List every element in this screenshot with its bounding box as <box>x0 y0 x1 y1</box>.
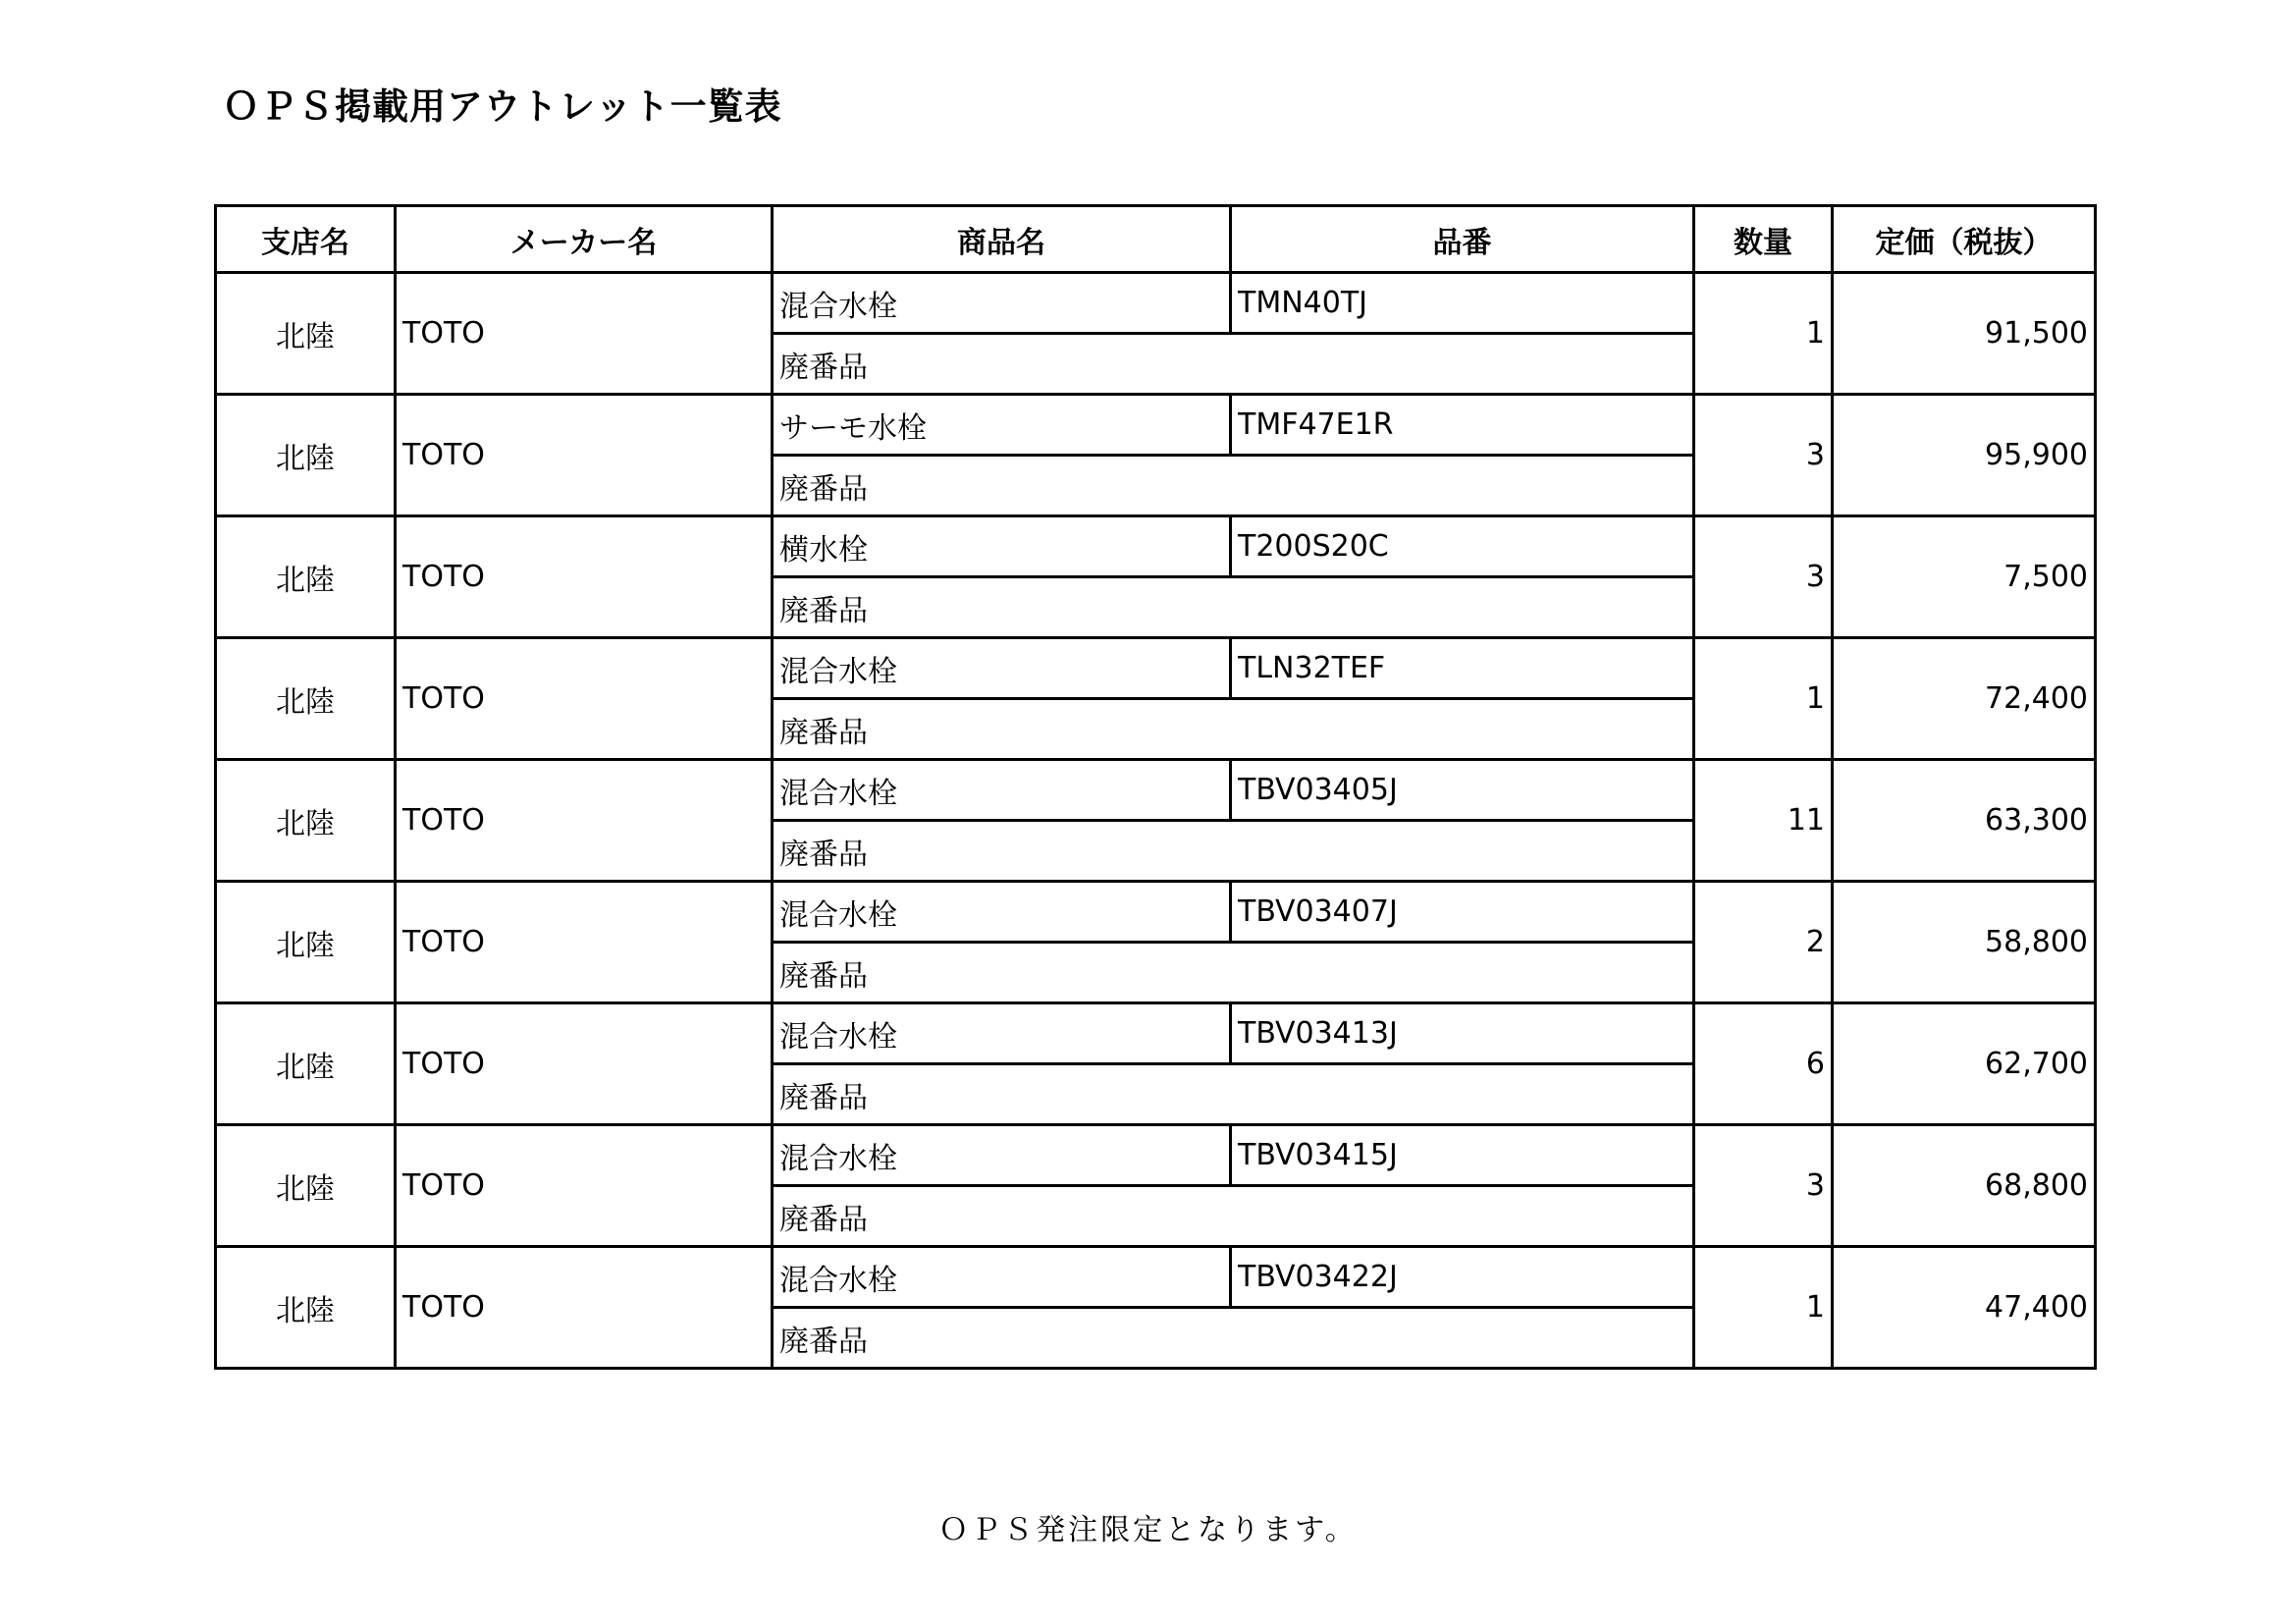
quantity-cell: 6 <box>1694 1003 1833 1125</box>
maker-cell: TOTO <box>396 1003 773 1125</box>
discontinued-note-cell: 廃番品 <box>773 699 1694 760</box>
table-row <box>216 1003 2096 1064</box>
product-name-cell: 混合水栓 <box>773 882 1231 943</box>
product-name-cell: 混合水栓 <box>773 760 1231 821</box>
header-price: 定価（税抜） <box>1833 206 2096 273</box>
branch-cell: 北陸 <box>216 760 396 882</box>
maker-cell: TOTO <box>396 1125 773 1247</box>
part-number-cell: TMF47E1R <box>1231 395 1694 456</box>
table-row <box>216 882 2096 943</box>
quantity-cell: 2 <box>1694 882 1833 1003</box>
price-cell: 63,300 <box>1833 760 2096 882</box>
header-qty: 数量 <box>1694 206 1833 273</box>
branch-cell: 北陸 <box>216 516 396 638</box>
price-cell: 68,800 <box>1833 1125 2096 1247</box>
header-product: 商品名 <box>773 206 1231 273</box>
branch-cell: 北陸 <box>216 1247 396 1369</box>
outlet-table <box>214 204 2097 1370</box>
part-number-cell: T200S20C <box>1231 516 1694 577</box>
part-number-cell: TBV03405J <box>1231 760 1694 821</box>
branch-cell: 北陸 <box>216 273 396 395</box>
discontinued-note-cell: 廃番品 <box>773 334 1694 395</box>
branch-cell: 北陸 <box>216 882 396 1003</box>
footer-note: ＯＰＳ発注限定となります。 <box>938 1513 1358 1547</box>
product-name-cell: 横水栓 <box>773 516 1231 577</box>
table-row <box>216 516 2096 577</box>
quantity-cell: 3 <box>1694 516 1833 638</box>
quantity-cell: 1 <box>1694 1247 1833 1369</box>
table-row <box>216 760 2096 821</box>
maker-cell: TOTO <box>396 273 773 395</box>
discontinued-note-cell: 廃番品 <box>773 456 1694 516</box>
maker-cell: TOTO <box>396 1247 773 1369</box>
quantity-cell: 3 <box>1694 1125 1833 1247</box>
header-maker: メーカー名 <box>396 206 773 273</box>
discontinued-note-cell: 廃番品 <box>773 1308 1694 1369</box>
table-header-row <box>216 206 2096 273</box>
table-row <box>216 1247 2096 1308</box>
product-name-cell: 混合水栓 <box>773 273 1231 334</box>
discontinued-note-cell: 廃番品 <box>773 821 1694 882</box>
price-cell: 62,700 <box>1833 1003 2096 1125</box>
discontinued-note-cell: 廃番品 <box>773 943 1694 1003</box>
maker-cell: TOTO <box>396 638 773 760</box>
discontinued-note-cell: 廃番品 <box>773 1186 1694 1247</box>
part-number-cell: TMN40TJ <box>1231 273 1694 334</box>
branch-cell: 北陸 <box>216 1003 396 1125</box>
table-row <box>216 273 2096 334</box>
table-row <box>216 395 2096 456</box>
quantity-cell: 1 <box>1694 273 1833 395</box>
product-name-cell: 混合水栓 <box>773 1125 1231 1186</box>
discontinued-note-cell: 廃番品 <box>773 577 1694 638</box>
branch-cell: 北陸 <box>216 395 396 516</box>
product-name-cell: 混合水栓 <box>773 1003 1231 1064</box>
product-name-cell: 混合水栓 <box>773 638 1231 699</box>
quantity-cell: 1 <box>1694 638 1833 760</box>
price-cell: 58,800 <box>1833 882 2096 1003</box>
table-row <box>216 1125 2096 1186</box>
header-branch: 支店名 <box>216 206 396 273</box>
price-cell: 95,900 <box>1833 395 2096 516</box>
price-cell: 47,400 <box>1833 1247 2096 1369</box>
product-name-cell: サーモ水栓 <box>773 395 1231 456</box>
maker-cell: TOTO <box>396 882 773 1003</box>
price-cell: 91,500 <box>1833 273 2096 395</box>
part-number-cell: TBV03413J <box>1231 1003 1694 1064</box>
branch-cell: 北陸 <box>216 638 396 760</box>
price-cell: 72,400 <box>1833 638 2096 760</box>
product-name-cell: 混合水栓 <box>773 1247 1231 1308</box>
maker-cell: TOTO <box>396 760 773 882</box>
part-number-cell: TBV03415J <box>1231 1125 1694 1186</box>
maker-cell: TOTO <box>396 516 773 638</box>
table-body <box>216 273 2096 1369</box>
quantity-cell: 3 <box>1694 395 1833 516</box>
price-cell: 7,500 <box>1833 516 2096 638</box>
part-number-cell: TBV03407J <box>1231 882 1694 943</box>
discontinued-note-cell: 廃番品 <box>773 1064 1694 1125</box>
document-title: ＯＰＳ掲載用アウトレット一覧表 <box>223 85 782 128</box>
maker-cell: TOTO <box>396 395 773 516</box>
branch-cell: 北陸 <box>216 1125 396 1247</box>
part-number-cell: TLN32TEF <box>1231 638 1694 699</box>
part-number-cell: TBV03422J <box>1231 1247 1694 1308</box>
table-row <box>216 638 2096 699</box>
quantity-cell: 11 <box>1694 760 1833 882</box>
header-part-no: 品番 <box>1231 206 1694 273</box>
